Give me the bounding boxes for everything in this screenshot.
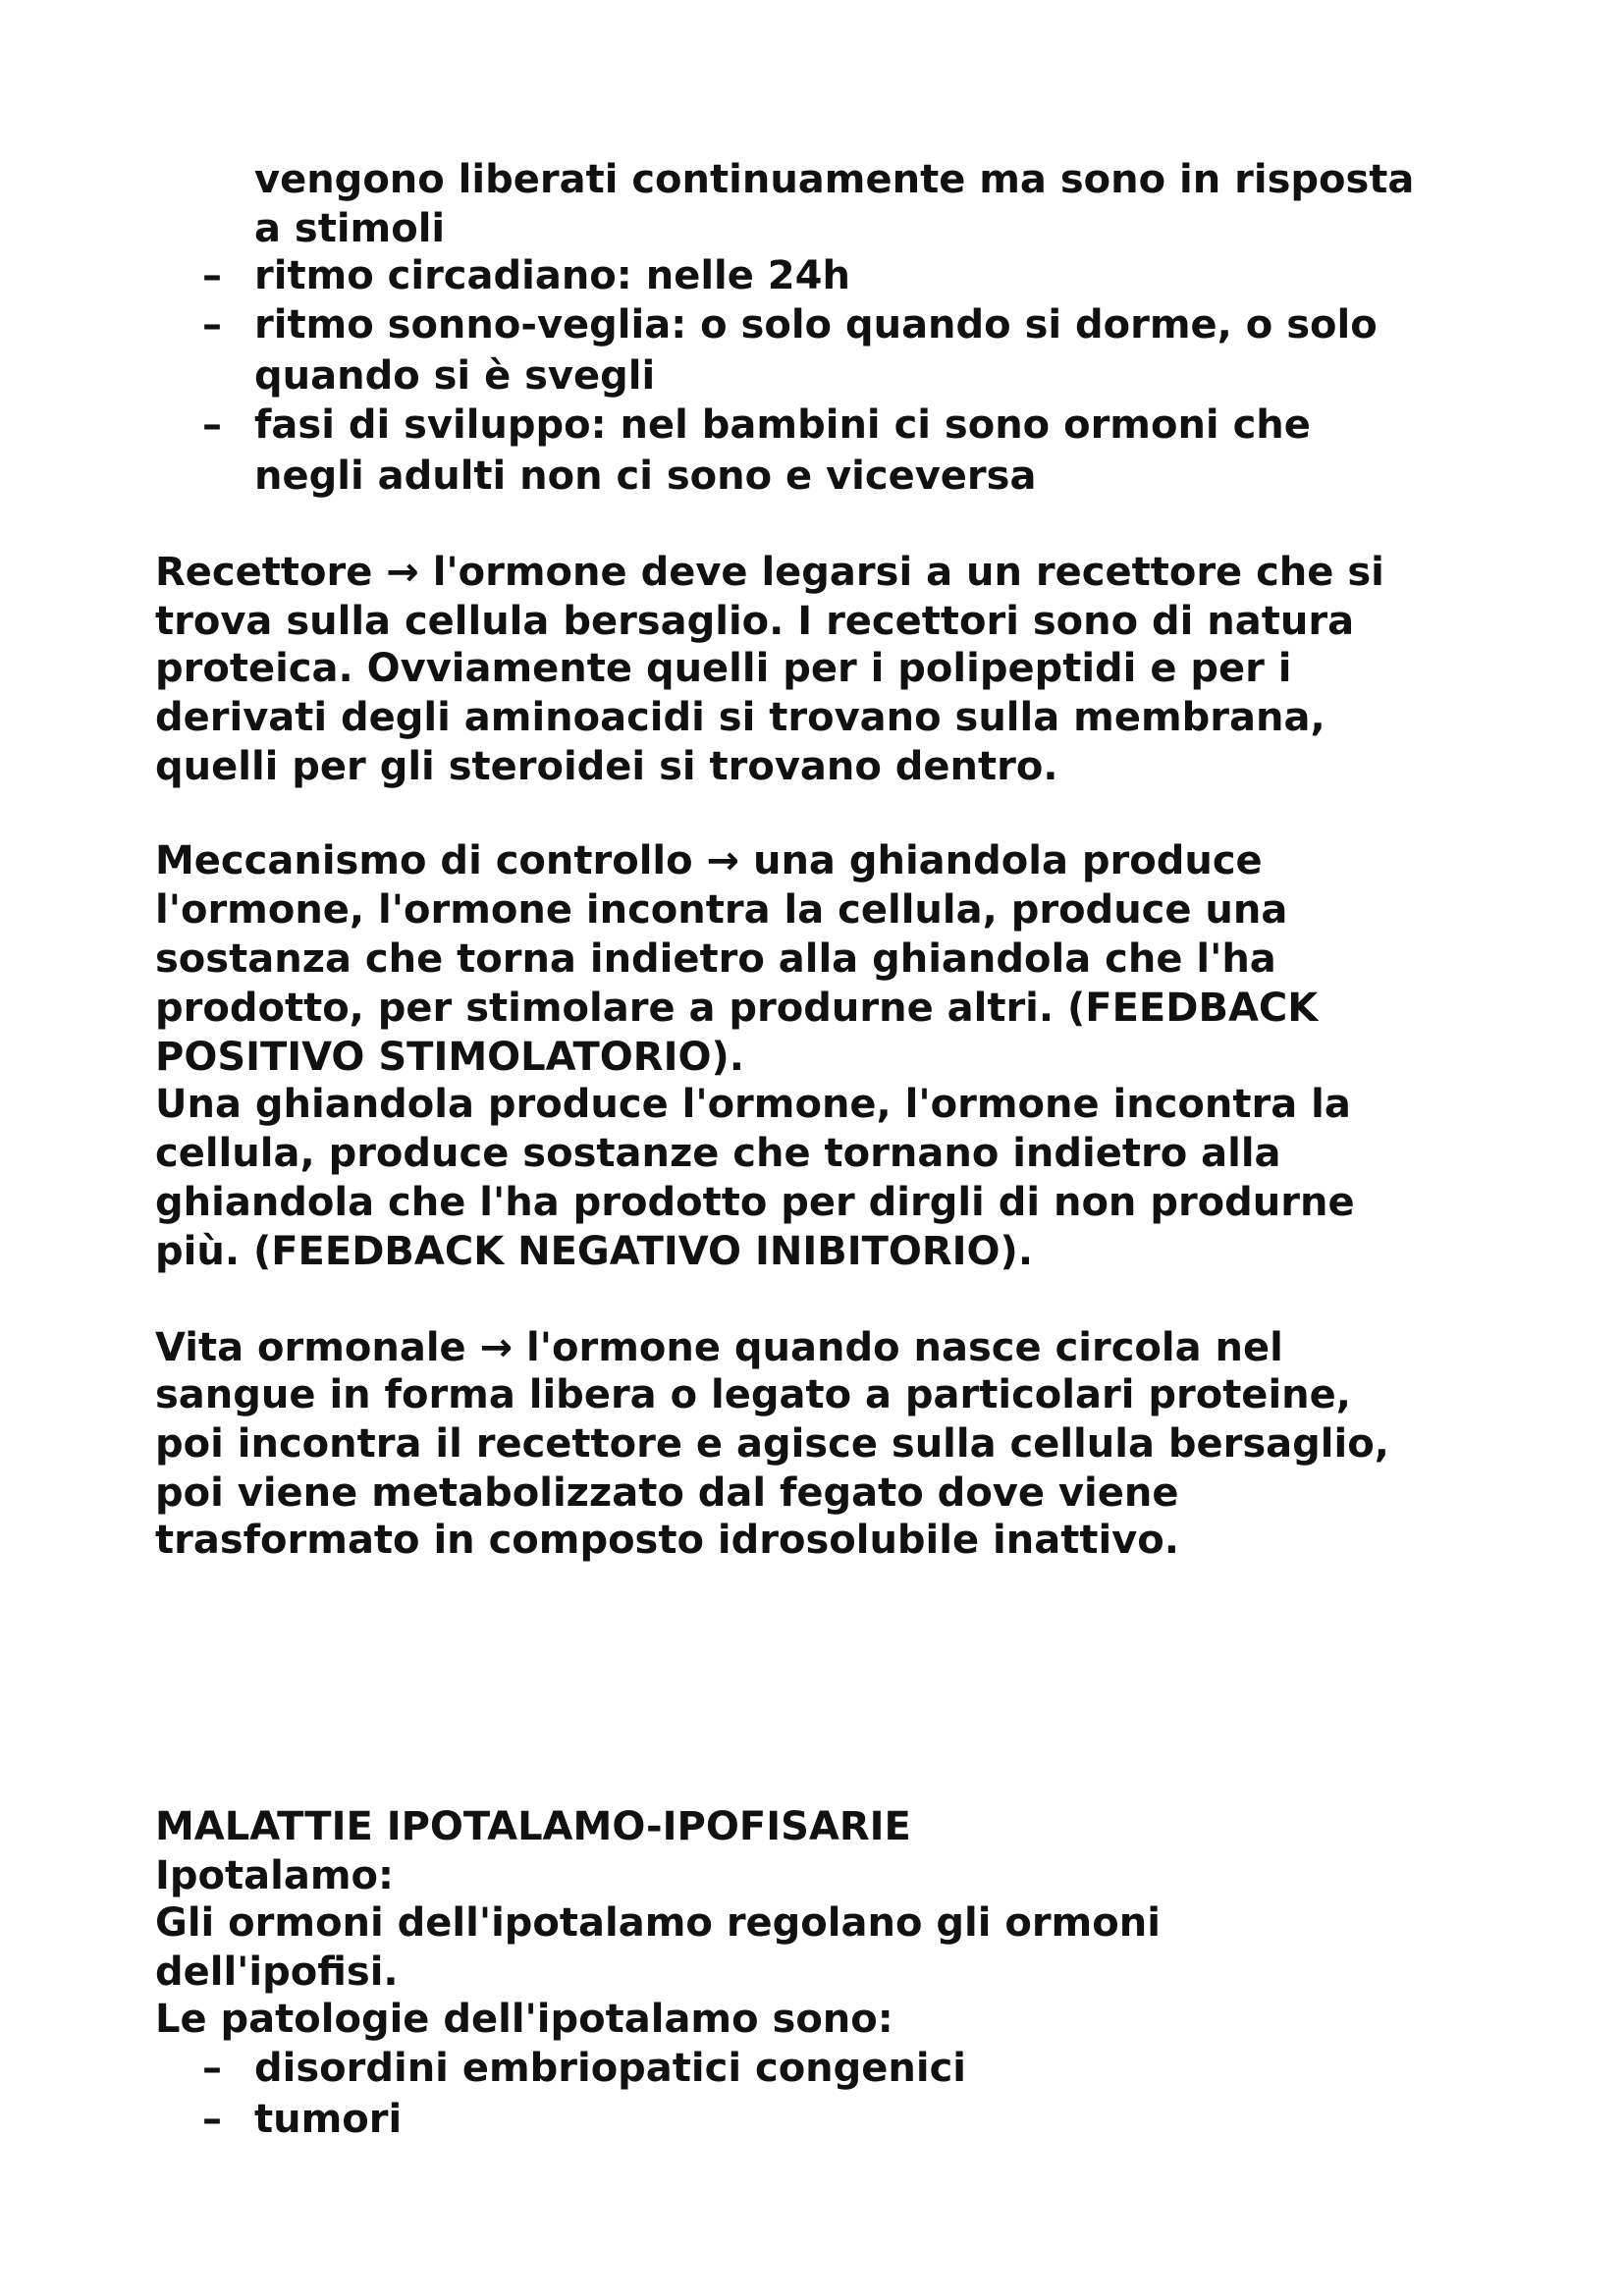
list-dash: –: [202, 302, 222, 347]
list-dash: –: [202, 2046, 222, 2091]
paragraph-line: quelli per gli steroidei si trovano dentro.: [155, 744, 1058, 789]
paragraph-line: Vita ormonale → l'ormone quando nasce circola nel: [155, 1325, 1283, 1370]
paragraph-line: trasformato in composto idrosolubile inattivo.: [155, 1518, 1179, 1563]
list-dash: –: [202, 2097, 222, 2142]
list-item: disordini embriopatici congenici: [254, 2046, 967, 2091]
paragraph-line: proteica. Ovviamente quelli per i polipeptidi e per i: [155, 646, 1292, 691]
list-item-tail-line: vengono liberati continuamente ma sono in risposta: [254, 157, 1415, 202]
paragraph-line: più. (FEEDBACK NEGATIVO INIBITORIO).: [155, 1229, 1034, 1274]
paragraph-line: poi viene metabolizzato dal fegato dove viene: [155, 1470, 1179, 1516]
paragraph-line: sangue in forma libera o legato a particolari proteine,: [155, 1372, 1351, 1417]
list-dash: –: [202, 253, 222, 298]
section-heading: MALATTIE IPOTALAMO-IPOFISARIE: [155, 1804, 911, 1849]
paragraph-line: prodotto, per stimolare a produrne altri. (FEEDBACK: [155, 986, 1319, 1031]
paragraph-line: Gli ormoni dell'ipotalamo regolano gli ormoni: [155, 1900, 1161, 1946]
paragraph-line: l'ormone, l'ormone incontra la cellula, produce una: [155, 887, 1288, 933]
list-item: ritmo circadiano: nelle 24h: [254, 253, 850, 298]
paragraph-line: poi incontra il recettore e agisce sulla cellula bersaglio,: [155, 1421, 1389, 1467]
paragraph-line: ghiandola che l'ha prodotto per dirgli di non produrne: [155, 1180, 1355, 1225]
list-item-line: quando si è svegli: [254, 353, 656, 399]
paragraph-line: sostanza che torna indietro alla ghiandola che l'ha: [155, 936, 1276, 982]
paragraph-line: Le patologie dell'ipotalamo sono:: [155, 1997, 893, 2042]
section-subheading: Ipotalamo:: [155, 1853, 394, 1898]
list-item: tumori: [254, 2097, 403, 2142]
paragraph-line: derivati degli aminoacidi si trovano sulla membrana,: [155, 695, 1325, 740]
paragraph-line: trova sulla cellula bersaglio. I recettori sono di natura: [155, 599, 1355, 644]
paragraph-line: POSITIVO STIMOLATORIO).: [155, 1035, 744, 1080]
paragraph-line: cellula, produce sostanze che tornano indietro alla: [155, 1131, 1281, 1176]
list-item-line: negli adulti non ci sono e viceversa: [254, 454, 1037, 499]
list-item: fasi di sviluppo: nel bambini ci sono ormoni che: [254, 402, 1311, 448]
paragraph-line: dell'ipofisi.: [155, 1949, 399, 1995]
list-item-tail-line: a stimoli: [254, 206, 446, 251]
list-dash: –: [202, 402, 222, 448]
paragraph-line: Meccanismo di controllo → una ghiandola produce: [155, 838, 1263, 883]
paragraph-line: Recettore → l'ormone deve legarsi a un recettore che si: [155, 550, 1384, 595]
list-item: ritmo sonno-veglia: o solo quando si dorme, o solo: [254, 302, 1378, 347]
paragraph-line: Una ghiandola produce l'ormone, l'ormone incontra la: [155, 1082, 1351, 1127]
